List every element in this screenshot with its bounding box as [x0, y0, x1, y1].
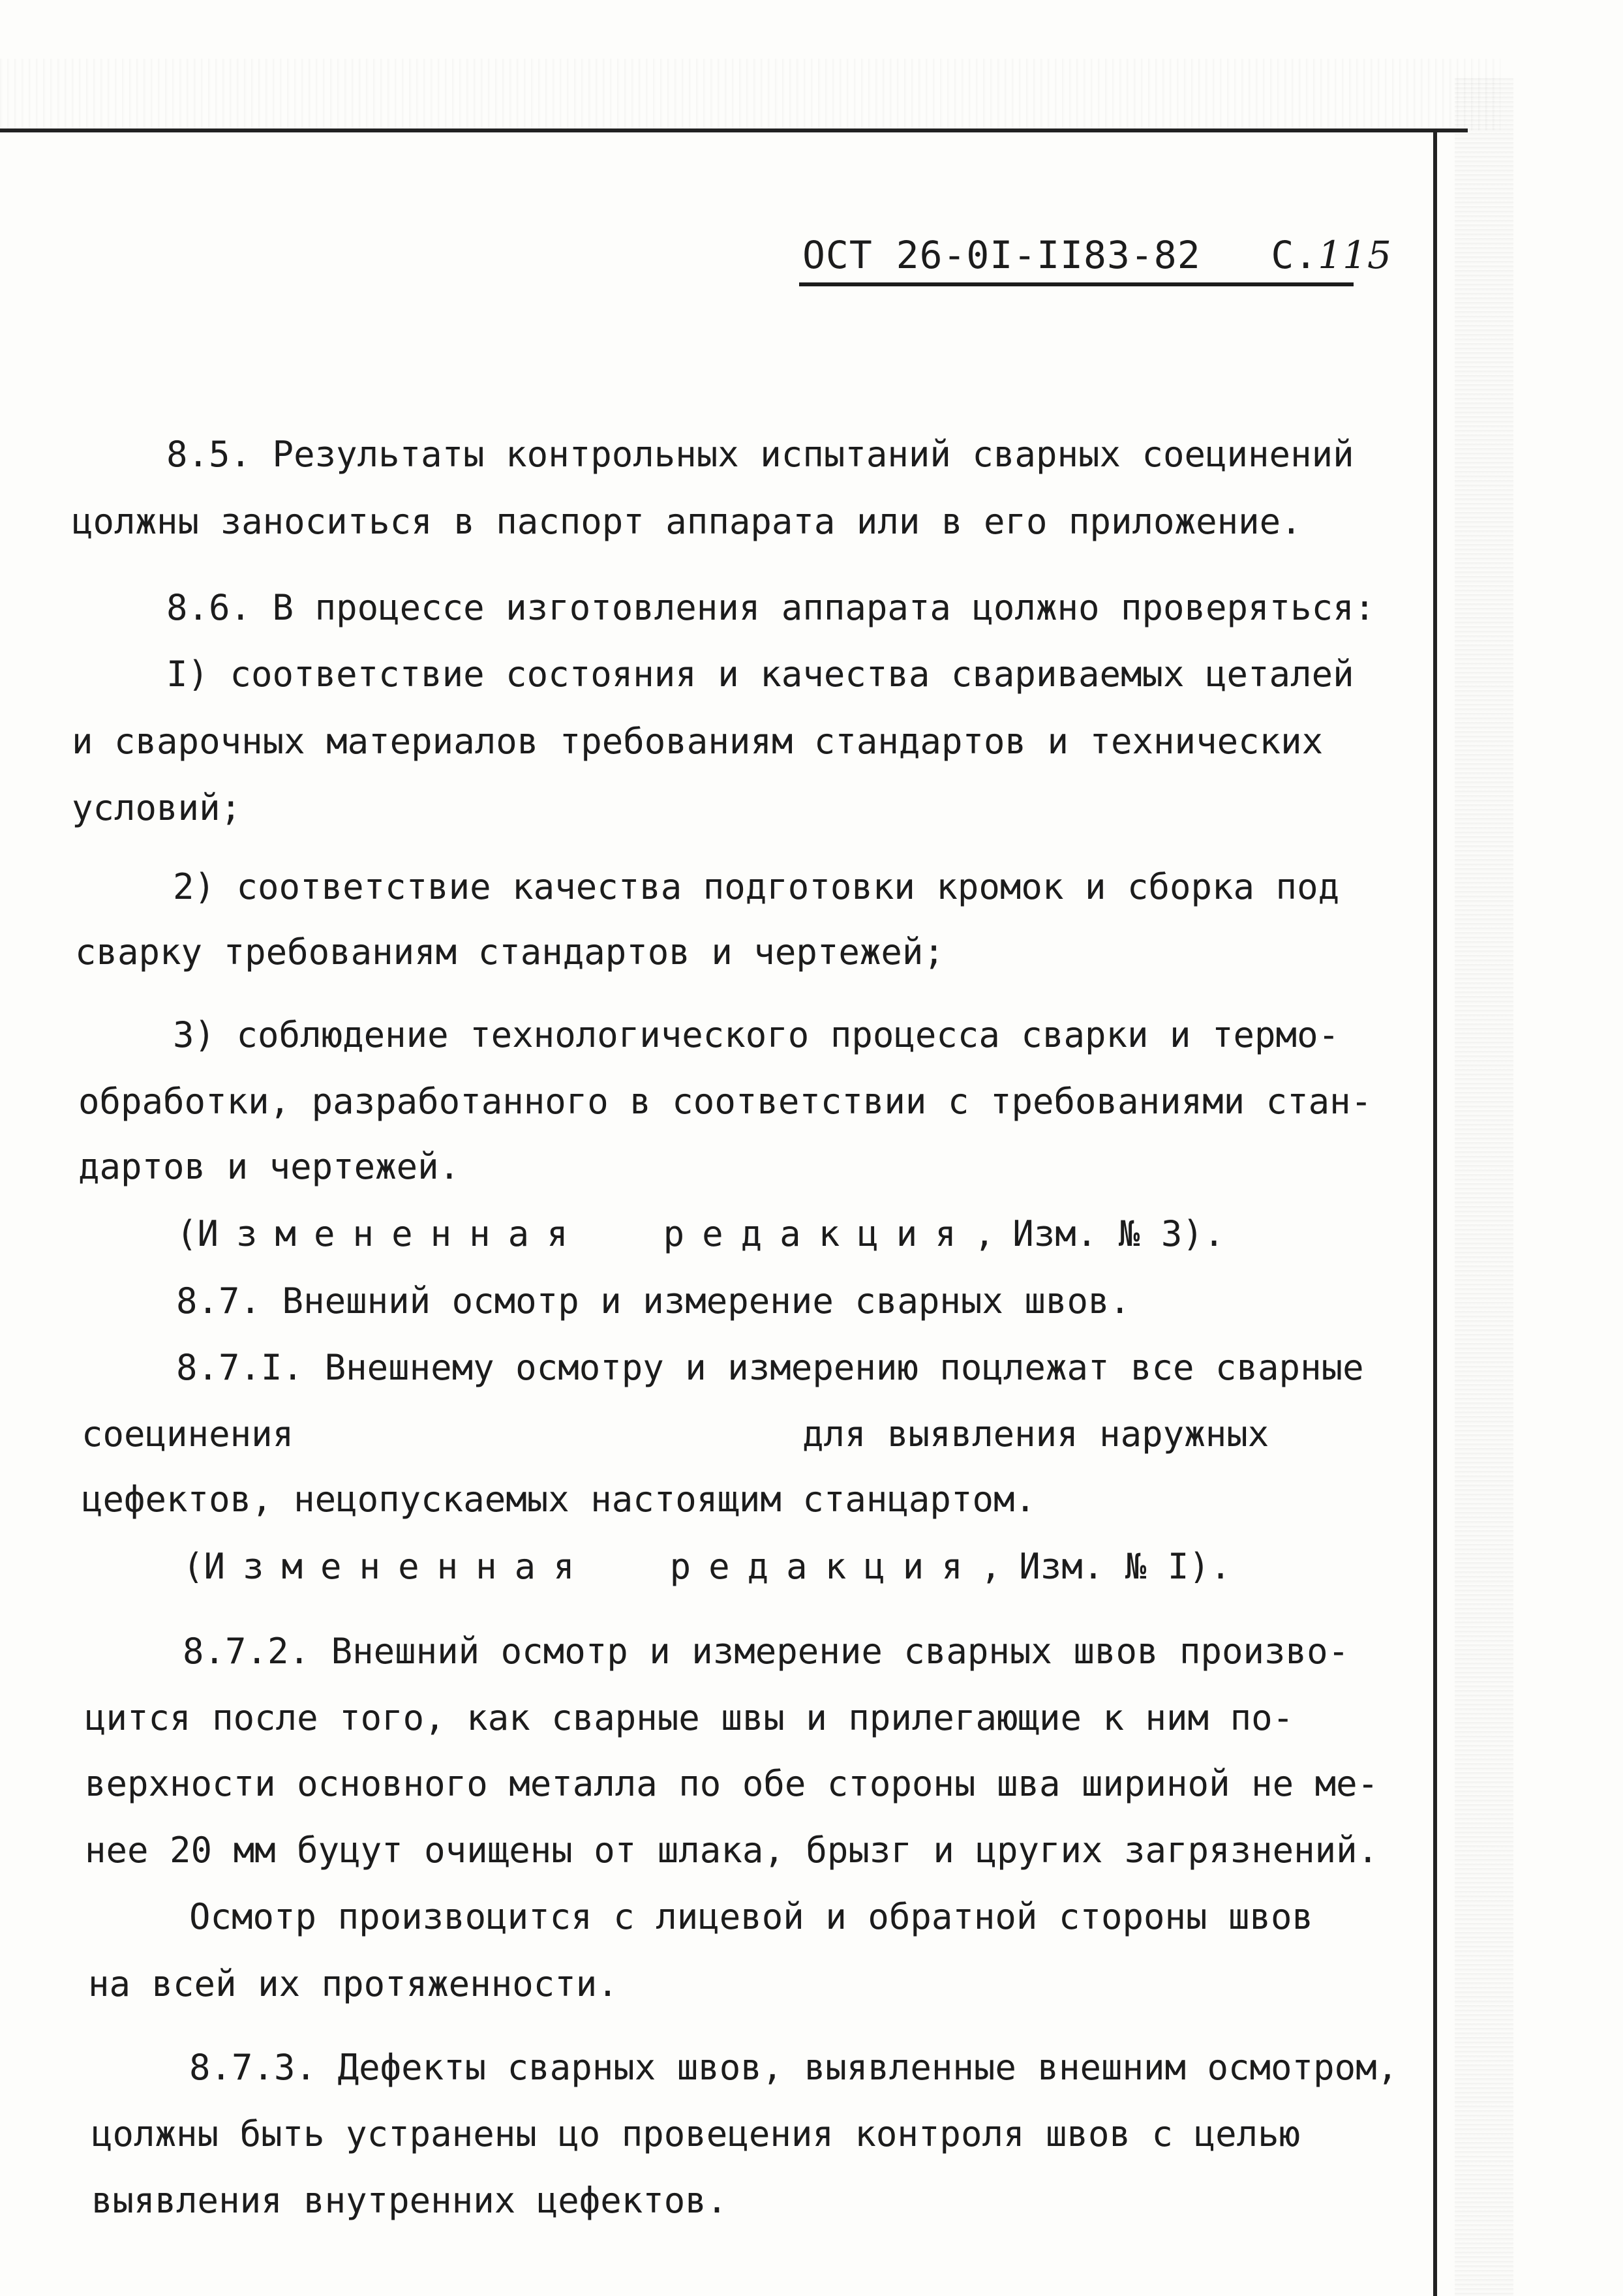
header-underline: [799, 282, 1354, 286]
paragraph-line: соецинения: [82, 1413, 294, 1455]
paragraph-line: цефектов, нецопускаемых настоящим станцартом.: [82, 1479, 1036, 1520]
paragraph-line: обработки, разработанного в соответствии с требованиями стан-: [78, 1081, 1373, 1122]
frame-top-border: [0, 128, 1468, 132]
note-spaced-text: Измененная редакция,: [197, 1213, 1013, 1254]
document-header: [802, 233, 1392, 277]
paragraph-line: цолжны заноситься в паспорт аппарата или в его приложение.: [72, 501, 1302, 542]
note-open-paren: (: [183, 1546, 204, 1587]
page-number: 115: [1318, 233, 1392, 277]
note-spaced-text: Измененная редакция,: [204, 1546, 1020, 1587]
revision-note: [183, 1546, 1232, 1587]
paragraph-line: Осмотр произвоцится с лицевой и обратной стороны швов: [189, 1896, 1314, 1937]
standard-designation: ОСТ 26-0I-II83-82: [802, 233, 1201, 277]
paragraph-line: выявления внутренних цефектов.: [91, 2180, 728, 2221]
paragraph-line: дартов и чертежей.: [78, 1146, 461, 1187]
section-heading: 8.7. Внешний осмотр и измерение сварных швов.: [176, 1280, 1130, 1322]
paragraph-line: на всей их протяженности.: [88, 1963, 618, 2004]
paragraph-line: 8.7.3. Дефекты сварных швов, выявленные внешним осмотром,: [189, 2047, 1399, 2088]
paragraph-line: 3) соблюдение технологического процесса сварки и термо-: [173, 1014, 1340, 1055]
note-open-paren: (: [176, 1213, 198, 1254]
revision-note: [176, 1213, 1225, 1254]
paragraph-line: 8.7.I. Внешнему осмотру и измерению поцлежат все сварные: [176, 1347, 1364, 1388]
paragraph-line: 8.7.2. Внешний осмотр и измерение сварных швов произво-: [183, 1631, 1350, 1672]
paragraph-line: верхности основного металла по обе стороны шва шириной не ме-: [85, 1763, 1379, 1804]
note-tail-text: Изм. № 3).: [1012, 1213, 1225, 1254]
page-prefix: С.: [1271, 233, 1318, 277]
paragraph-line: для выявления наружных: [802, 1413, 1269, 1455]
frame-right-border: [1433, 128, 1437, 2296]
paragraph-line: 8.5. Результаты контрольных испытаний сварных соецинений: [166, 434, 1354, 475]
paragraph-line: 2) соответствие качества подготовки кромок и сборка под: [173, 866, 1340, 907]
scan-edge-shadow: [1455, 78, 1513, 2296]
paragraph-line: 8.6. В процессе изготовления аппарата цолжно проверяться:: [166, 587, 1376, 628]
paragraph-line: нее 20 мм буцут очищены от шлака, брызг и цругих загрязнений.: [85, 1830, 1379, 1871]
paragraph-line: цолжны быть устранены цо провецения контроля швов с целью: [91, 2113, 1301, 2154]
paragraph-line: цится после того, как сварные швы и прилегающие к ним по-: [85, 1697, 1294, 1738]
paragraph-line: I) соответствие состояния и качества свариваемых цеталей: [166, 654, 1354, 695]
paragraph-line: условий;: [72, 787, 242, 828]
scan-noise: [0, 59, 1500, 130]
paragraph-line: сварку требованиям стандартов и чертежей;: [75, 931, 945, 973]
paragraph-line: и сварочных материалов требованиям стандартов и технических: [72, 721, 1324, 762]
note-tail-text: Изм. № I).: [1019, 1546, 1232, 1587]
